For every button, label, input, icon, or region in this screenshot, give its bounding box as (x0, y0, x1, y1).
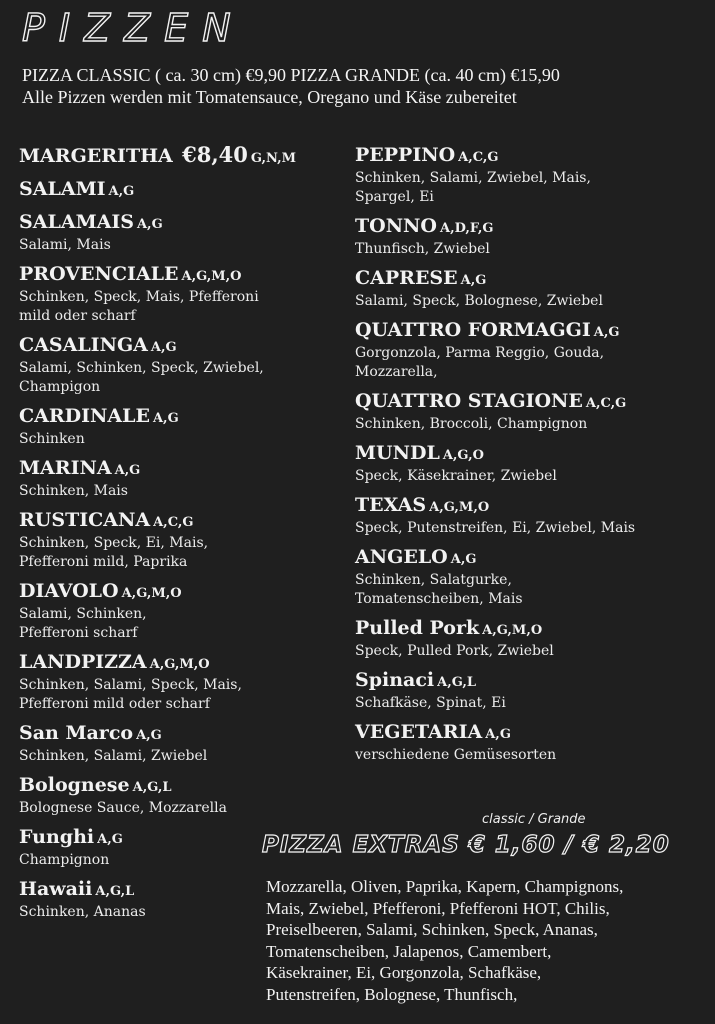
allergen-codes: A,C,G (153, 515, 194, 530)
allergen-codes: A,G (152, 411, 179, 426)
allergen-codes: A,G,L (132, 780, 172, 795)
intro-line-2: Alle Pizzen werden mit Tomatensauce, Oregano und Käse zubereitet (22, 87, 517, 107)
menu-item-title (355, 390, 710, 415)
menu-item-title (19, 580, 349, 605)
menu-item-title (19, 144, 349, 170)
pizza-name: SALAMAIS (19, 211, 134, 233)
menu-item (19, 509, 349, 572)
pizza-name: ANGELO (355, 546, 448, 568)
pizza-ingredients: Schinken, Mais (19, 483, 128, 499)
pizza-ingredients: Speck, Käsekrainer, Zwiebel (355, 468, 557, 484)
menu-item (19, 651, 349, 714)
pizza-ingredients: Salami, Schinken, (19, 606, 147, 622)
pizza-ingredients: Schinken, Speck, Mais, Pfefferoni (19, 289, 259, 305)
allergen-codes: A,G,M,O (482, 623, 543, 638)
pizza-name: CAPRESE (355, 267, 458, 289)
pizza-name: QUATTRO FORMAGGI (355, 319, 591, 341)
menu-item (19, 457, 349, 501)
pizza-name: Spinaci (355, 669, 435, 691)
extras-size-label: classic / Grande (482, 812, 586, 827)
menu-item (19, 774, 349, 818)
menu-item (355, 721, 710, 765)
pizza-ingredients: Pfefferoni mild, Paprika (19, 554, 188, 570)
allergen-codes: A,G,L (437, 675, 477, 690)
allergen-codes: A,G (97, 832, 123, 847)
menu-item (19, 144, 349, 170)
menu-item-title (19, 651, 349, 676)
allergen-codes: A,G,M,O (121, 586, 182, 601)
pizza-ingredients: Speck, Putenstreifen, Ei, Zwiebel, Mais (355, 520, 636, 536)
pizza-ingredients: Salami, Mais (19, 237, 111, 253)
allergen-codes: A,G (108, 184, 135, 199)
allergen-codes: A,G (114, 463, 141, 478)
page-title: PIZZEN (22, 6, 245, 50)
menu-item-title (355, 546, 710, 571)
allergen-codes: A,C,G (458, 150, 499, 165)
menu-column-left (19, 144, 349, 930)
extras-line: Mozzarella, Oliven, Paprika, Kapern, Champignons, (266, 877, 624, 896)
allergen-codes: A,G,L (95, 884, 135, 899)
pizza-ingredients: Mozzarella, (355, 364, 438, 380)
menu-item (355, 267, 710, 311)
pizza-ingredients: Schinken (19, 431, 85, 447)
extras-line: Preiselbeeren, Salami, Schinken, Speck, Ananas, (266, 920, 598, 939)
menu-item (355, 494, 710, 538)
pizza-name: SALAMI (19, 178, 106, 200)
allergen-codes: A,G,M,O (429, 500, 490, 515)
menu-item (355, 442, 710, 486)
menu-item (355, 215, 710, 259)
menu-item-title (19, 334, 349, 359)
extras-title: PIZZA EXTRAS € 1,60 / € 2,20 (262, 832, 670, 858)
pizza-ingredients: verschiedene Gemüsesorten (355, 747, 557, 763)
pizza-ingredients: mild oder scharf (19, 308, 136, 324)
allergen-codes: A,G (136, 217, 163, 232)
menu-item (355, 617, 710, 661)
pizza-name: TONNO (355, 215, 437, 237)
pizza-name: Hawaii (19, 878, 93, 900)
intro-text (22, 64, 712, 108)
allergen-codes: A,G (450, 552, 477, 567)
menu-item (355, 390, 710, 434)
menu-item (19, 722, 349, 766)
allergen-codes: A,G,M,O (149, 657, 210, 672)
menu-item-title (355, 721, 710, 746)
pizza-ingredients: Schinken, Salami, Speck, Mais, (19, 677, 242, 693)
pizza-price: €8,40 (174, 142, 248, 167)
menu-item (19, 580, 349, 643)
pizza-name: MARGERITHA (19, 145, 173, 167)
pizza-ingredients: Schafkäse, Spinat, Ei (355, 695, 506, 711)
extras-line: Tomatenscheiben, Jalapenos, Camembert, (266, 941, 552, 961)
allergen-codes: A,G (593, 325, 620, 340)
menu-item-title (355, 319, 710, 344)
allergen-codes: A,G (136, 728, 162, 743)
menu-item-title (19, 211, 349, 236)
pizza-name: MARINA (19, 457, 112, 479)
menu-item-title (355, 442, 710, 467)
menu-item-title (19, 178, 349, 203)
pizza-name: CASALINGA (19, 334, 148, 356)
pizza-name: RUSTICANA (19, 509, 151, 531)
pizza-ingredients: Gorgonzola, Parma Reggio, Gouda, (355, 345, 605, 361)
menu-item-title (355, 669, 710, 694)
menu-item-title (355, 267, 710, 292)
pizza-ingredients: Speck, Pulled Pork, Zwiebel (355, 643, 554, 659)
pizza-name: Bolognese (19, 774, 130, 796)
menu-item-title (19, 774, 349, 799)
menu-item-title (19, 457, 349, 482)
menu-item-title (355, 494, 710, 519)
menu-item (19, 334, 349, 397)
extras-list (266, 876, 711, 1005)
pizza-name: LANDPIZZA (19, 651, 147, 673)
allergen-codes: A,G,O (442, 448, 484, 463)
pizza-name: CARDINALE (19, 405, 150, 427)
allergen-codes: A,G (460, 273, 487, 288)
extras-line: Putenstreifen, Bolognese, Thunfisch, (266, 984, 518, 1004)
pizza-ingredients: Tomatenscheiben, Mais (355, 591, 523, 607)
pizza-ingredients: Champignon (19, 852, 110, 868)
pizza-name: PROVENCIALE (19, 263, 179, 285)
menu-item-title (19, 509, 349, 534)
pizza-ingredients: Thunfisch, Zwiebel (355, 241, 490, 257)
pizza-ingredients: Salami, Speck, Bolognese, Zwiebel (355, 293, 603, 309)
menu-item (355, 319, 710, 382)
allergen-codes: A,C,G (585, 396, 627, 411)
menu-item-title (355, 215, 710, 240)
allergen-codes: A,G (485, 727, 511, 742)
pizza-name: San Marco (19, 722, 134, 744)
pizza-ingredients: Champigon (19, 379, 101, 395)
pizza-name: PEPPINO (355, 144, 456, 166)
allergen-codes: A,D,F,G (439, 221, 494, 236)
menu-item-title (355, 617, 710, 642)
pizza-name: Pulled Pork (355, 617, 480, 639)
pizza-name: MUNDL (355, 442, 440, 464)
menu-item-title (19, 722, 349, 747)
menu-item-title (19, 263, 349, 288)
menu-item-title (19, 405, 349, 430)
extras-line: Mais, Zwiebel, Pfefferoni, Pfefferoni HOT, Chilis, (266, 898, 610, 918)
pizza-ingredients: Schinken, Salami, Zwiebel, Mais, (355, 170, 591, 186)
pizza-ingredients: Bolognese Sauce, Mozzarella (19, 800, 227, 816)
intro-line-1: PIZZA CLASSIC ( ca. 30 cm) €9,90 PIZZA GRANDE (ca. 40 cm) €15,90 (22, 65, 560, 85)
pizza-name: Funghi (19, 826, 95, 848)
pizza-ingredients: Schinken, Ananas (19, 904, 146, 920)
pizza-ingredients: Pfefferoni mild oder scharf (19, 696, 210, 712)
pizza-ingredients: Spargel, Ei (355, 189, 434, 205)
allergen-codes: A,G,M,O (181, 269, 242, 284)
allergen-codes: G,N,M (250, 151, 296, 166)
menu-item (19, 178, 349, 203)
pizza-ingredients: Salami, Schinken, Speck, Zwiebel, (19, 360, 264, 376)
extras-line: Käsekrainer, Ei, Gorgonzola, Schafkäse, (266, 963, 542, 982)
menu-item (19, 211, 349, 255)
pizza-ingredients: Schinken, Broccoli, Champignon (355, 416, 588, 432)
pizza-ingredients: Schinken, Salami, Zwiebel (19, 748, 208, 764)
allergen-codes: A,G (150, 340, 177, 355)
menu-item (355, 144, 710, 207)
pizza-ingredients: Schinken, Salatgurke, (355, 572, 512, 588)
pizza-name: VEGETARIA (355, 721, 483, 743)
pizza-name: DIAVOLO (19, 580, 119, 602)
menu-item (19, 263, 349, 326)
menu-item-title (355, 144, 710, 169)
menu-item (19, 405, 349, 449)
pizza-ingredients: Schinken, Speck, Ei, Mais, (19, 535, 209, 551)
menu-item (355, 546, 710, 609)
menu-item (355, 669, 710, 713)
menu-column-right (355, 144, 710, 773)
pizza-name: TEXAS (355, 494, 427, 516)
pizza-ingredients: Pfefferoni scharf (19, 625, 138, 641)
pizza-name: QUATTRO STAGIONE (355, 390, 583, 412)
